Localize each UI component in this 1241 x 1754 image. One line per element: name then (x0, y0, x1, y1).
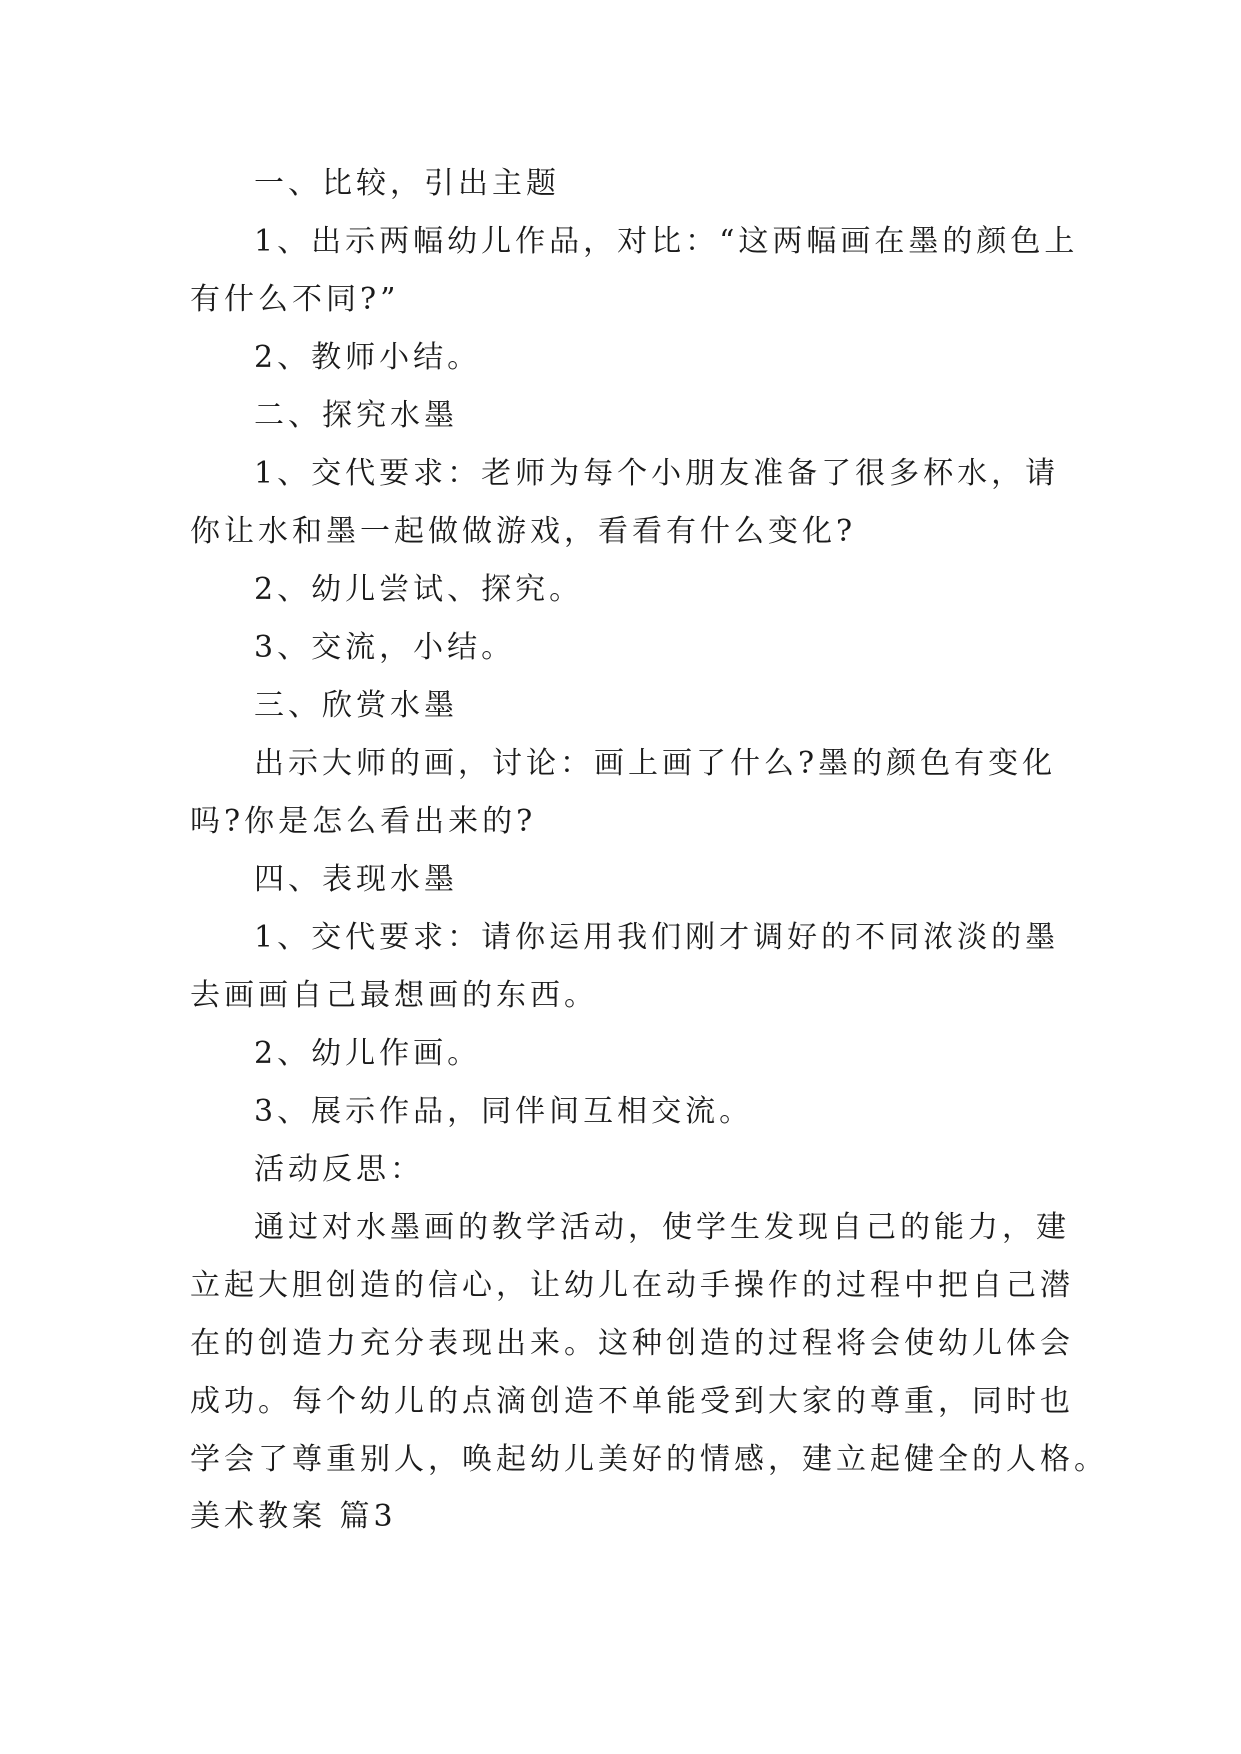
paragraph-line: 在的创造力充分表现出来。这种创造的过程将会使幼儿体会 (190, 1326, 1074, 1361)
next-section-title: 美术教案 篇3 (190, 1499, 397, 1534)
section-heading-3: 三、欣赏水墨 (254, 688, 458, 723)
paragraph-line: 2、幼儿尝试、探究。 (254, 572, 584, 607)
paragraph-line: 2、教师小结。 (254, 340, 482, 375)
paragraph-line: 吗?你是怎么看出来的? (190, 804, 537, 839)
section-heading-1: 一、比较，引出主题 (254, 166, 560, 201)
paragraph-line: 3、交流，小结。 (254, 630, 516, 665)
section-heading-2: 二、探究水墨 (254, 398, 458, 433)
reflection-heading: 活动反思： (254, 1152, 424, 1187)
paragraph-line: 2、幼儿作画。 (254, 1036, 482, 1071)
paragraph-line: 有什么不同?” (190, 282, 400, 317)
paragraph-line: 1、交代要求：请你运用我们刚才调好的不同浓淡的墨 (254, 920, 1060, 955)
section-heading-4: 四、表现水墨 (254, 862, 458, 897)
paragraph-line: 你让水和墨一起做做游戏，看看有什么变化? (190, 514, 857, 549)
document-body (190, 155, 1108, 1489)
paragraph-line: 立起大胆创造的信心，让幼儿在动手操作的过程中把自己潜 (190, 1268, 1074, 1303)
paragraph-line: 出示大师的画，讨论：画上画了什么?墨的颜色有变化 (254, 746, 1057, 781)
paragraph-line: 成功。每个幼儿的点滴创造不单能受到大家的尊重，同时也 (190, 1384, 1074, 1419)
paragraph-line: 学会了尊重别人，唤起幼儿美好的情感，建立起健全的人格。 (190, 1442, 1108, 1477)
paragraph-line: 3、展示作品，同伴间互相交流。 (254, 1094, 754, 1129)
paragraph-line: 去画画自己最想画的东西。 (190, 978, 598, 1013)
paragraph-line: 1、出示两幅幼儿作品，对比：“这两幅画在墨的颜色上 (254, 224, 1079, 259)
paragraph-line: 1、交代要求：老师为每个小朋友准备了很多杯水，请 (254, 456, 1060, 491)
paragraph-line: 通过对水墨画的教学活动，使学生发现自己的能力，建 (254, 1210, 1070, 1245)
